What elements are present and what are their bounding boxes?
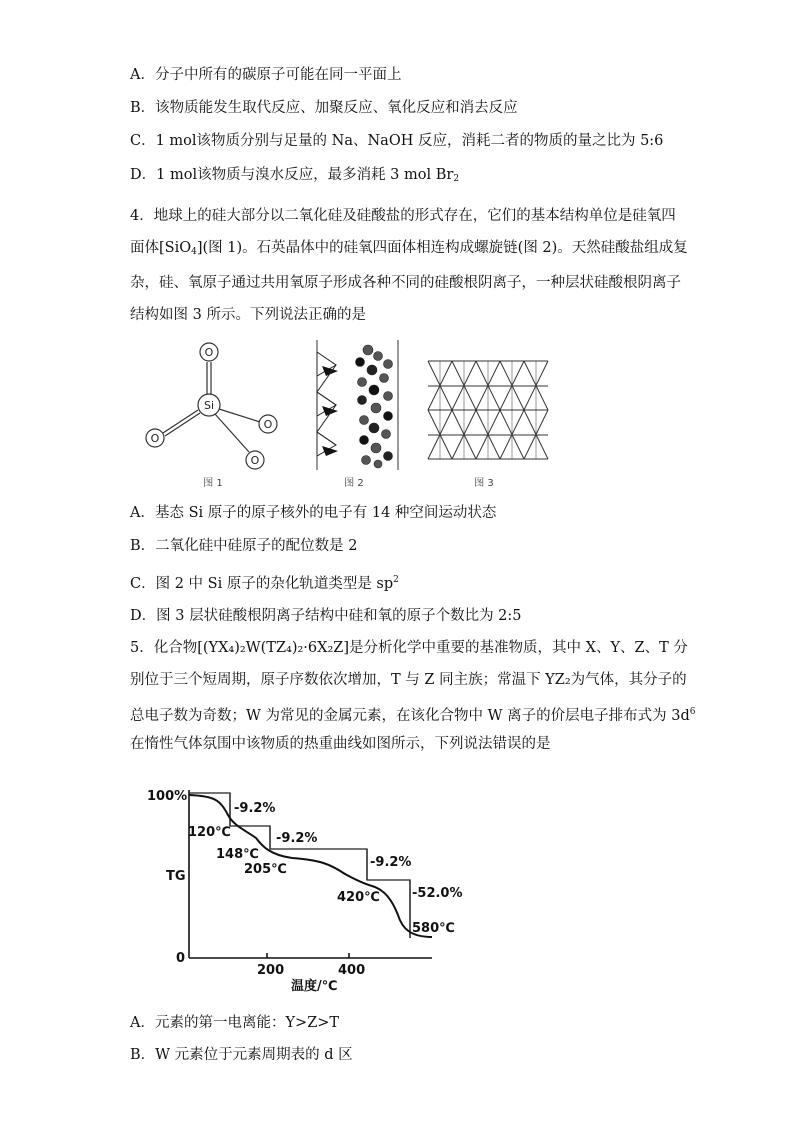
q5-stem-line2: 别位于三个短周期，原子序数依次增加，T 与 Z 同主族；常温下 YZ₂为气体，其分子的 xyxy=(130,672,687,688)
q4-stem-line1: 4．地球上的硅大部分以二氧化硅及硅酸盐的形式存在，它们的基本结构单位是硅氧四 xyxy=(130,208,676,224)
q4-stem-line3: 杂，硅、氧原子通过共用氧原子形成各种不同的硅酸根阴离子，一种层状硅酸根阴离子 xyxy=(130,275,681,291)
q5-option-a: A．元素的第一电离能：Y>Z>T xyxy=(130,1015,340,1031)
atom-si: Si xyxy=(203,399,215,412)
figure-3-caption: 图 3 xyxy=(474,478,494,489)
tg-x-tick-400: 400 xyxy=(338,963,366,978)
q3-option-c: C．1 mol该物质分别与足量的 Na、NaOH 反应，消耗二者的物质的量之比为 5:6 xyxy=(130,133,664,149)
tg-step-label-4: -52.0% xyxy=(412,886,463,901)
q5-stem-line3 xyxy=(130,702,695,726)
q4-option-d: D．图 3 层状硅酸根阴离子结构中硅和氧的原子个数比为 2:5 xyxy=(130,608,522,624)
tg-temp-label-120: 120℃ xyxy=(188,825,231,840)
figure-3-layered-silicate xyxy=(428,361,548,459)
q5-stem-line1: 5．化合物[(YX₄)₂W(TZ₄)₂·6X₂Z]是分析化学中重要的基准物质，其中 X、Y、Z、T 分 xyxy=(130,640,688,656)
q5-stem-line4: 在惰性气体氛围中该物质的热重曲线如图所示，下列说法错误的是 xyxy=(130,736,551,752)
q4-option-a: A．基态 Si 原子的原子核外的电子有 14 种空间运动状态 xyxy=(130,505,497,521)
q4-option-c xyxy=(130,570,399,594)
q3-option-d-subscript: 2 xyxy=(453,174,460,184)
tg-step-label-2: -9.2% xyxy=(276,831,318,846)
atom-o-right: O xyxy=(263,418,273,431)
tg-y-axis-label: TG xyxy=(166,869,186,884)
tg-y-zero-label: 0 xyxy=(176,951,186,966)
tg-measured-curve xyxy=(189,795,432,937)
tg-temp-label-420: 420℃ xyxy=(337,890,380,905)
figure-1-sio4-tetrahedron xyxy=(146,343,277,489)
q4-stem-line2-a: 面体[SiO xyxy=(130,240,192,256)
q3-option-d-text: D．1 mol该物质与溴水反应，最多消耗 3 mol Br xyxy=(130,167,454,183)
tg-x-tick-200: 200 xyxy=(257,963,285,978)
q4-stem-line4: 结构如图 3 所示。下列说法正确的是 xyxy=(130,307,366,323)
figure-2-caption: 图 2 xyxy=(344,478,364,489)
q3-option-b: B．该物质能发生取代反应、加聚反应、氧化反应和消去反应 xyxy=(130,100,518,116)
q4-option-c-superscript: 2 xyxy=(393,575,399,585)
atom-o-top: O xyxy=(204,346,214,359)
q5-3d-superscript: 6 xyxy=(689,707,696,717)
atom-o-left: O xyxy=(150,432,160,445)
tg-step-label-3: -9.2% xyxy=(370,855,412,870)
q4-stem-line2-b: ](图 1)。石英晶体中的硅氧四面体相连构成螺旋链(图 2)。天然硅酸盐组成复 xyxy=(196,240,688,256)
tg-step-reference xyxy=(189,793,410,938)
tg-temp-label-580: 580℃ xyxy=(412,921,455,936)
q4-option-c-text: C．图 2 中 Si 原子的杂化轨道类型是 sp xyxy=(130,576,394,592)
figure-2-helical-chain xyxy=(317,340,398,489)
figure-1-caption: 图 1 xyxy=(203,478,223,489)
q4-option-b: B．二氧化硅中硅原子的配位数是 2 xyxy=(130,538,358,554)
tg-step-label-1: -9.2% xyxy=(234,801,276,816)
tg-temp-label-205: 205℃ xyxy=(244,862,287,877)
q5-stem-line3-text: 总电子数为奇数；W 为常见的金属元素，在该化合物中 W 离子的价层电子排布式为 3d xyxy=(130,708,690,724)
q3-option-a: A．分子中所有的碳原子可能在同一平面上 xyxy=(130,67,402,83)
q5-option-b: B．W 元素位于元素周期表的 d 区 xyxy=(130,1047,353,1063)
tg-temp-label-148: 148℃ xyxy=(216,847,259,862)
atom-o-bottom: O xyxy=(250,454,260,467)
silicate-figures xyxy=(0,0,794,500)
tg-x-axis-label: 温度/℃ xyxy=(291,979,338,994)
tg-y-100-label: 100% xyxy=(147,789,188,804)
q4-sio4-subscript: 4 xyxy=(191,247,197,257)
